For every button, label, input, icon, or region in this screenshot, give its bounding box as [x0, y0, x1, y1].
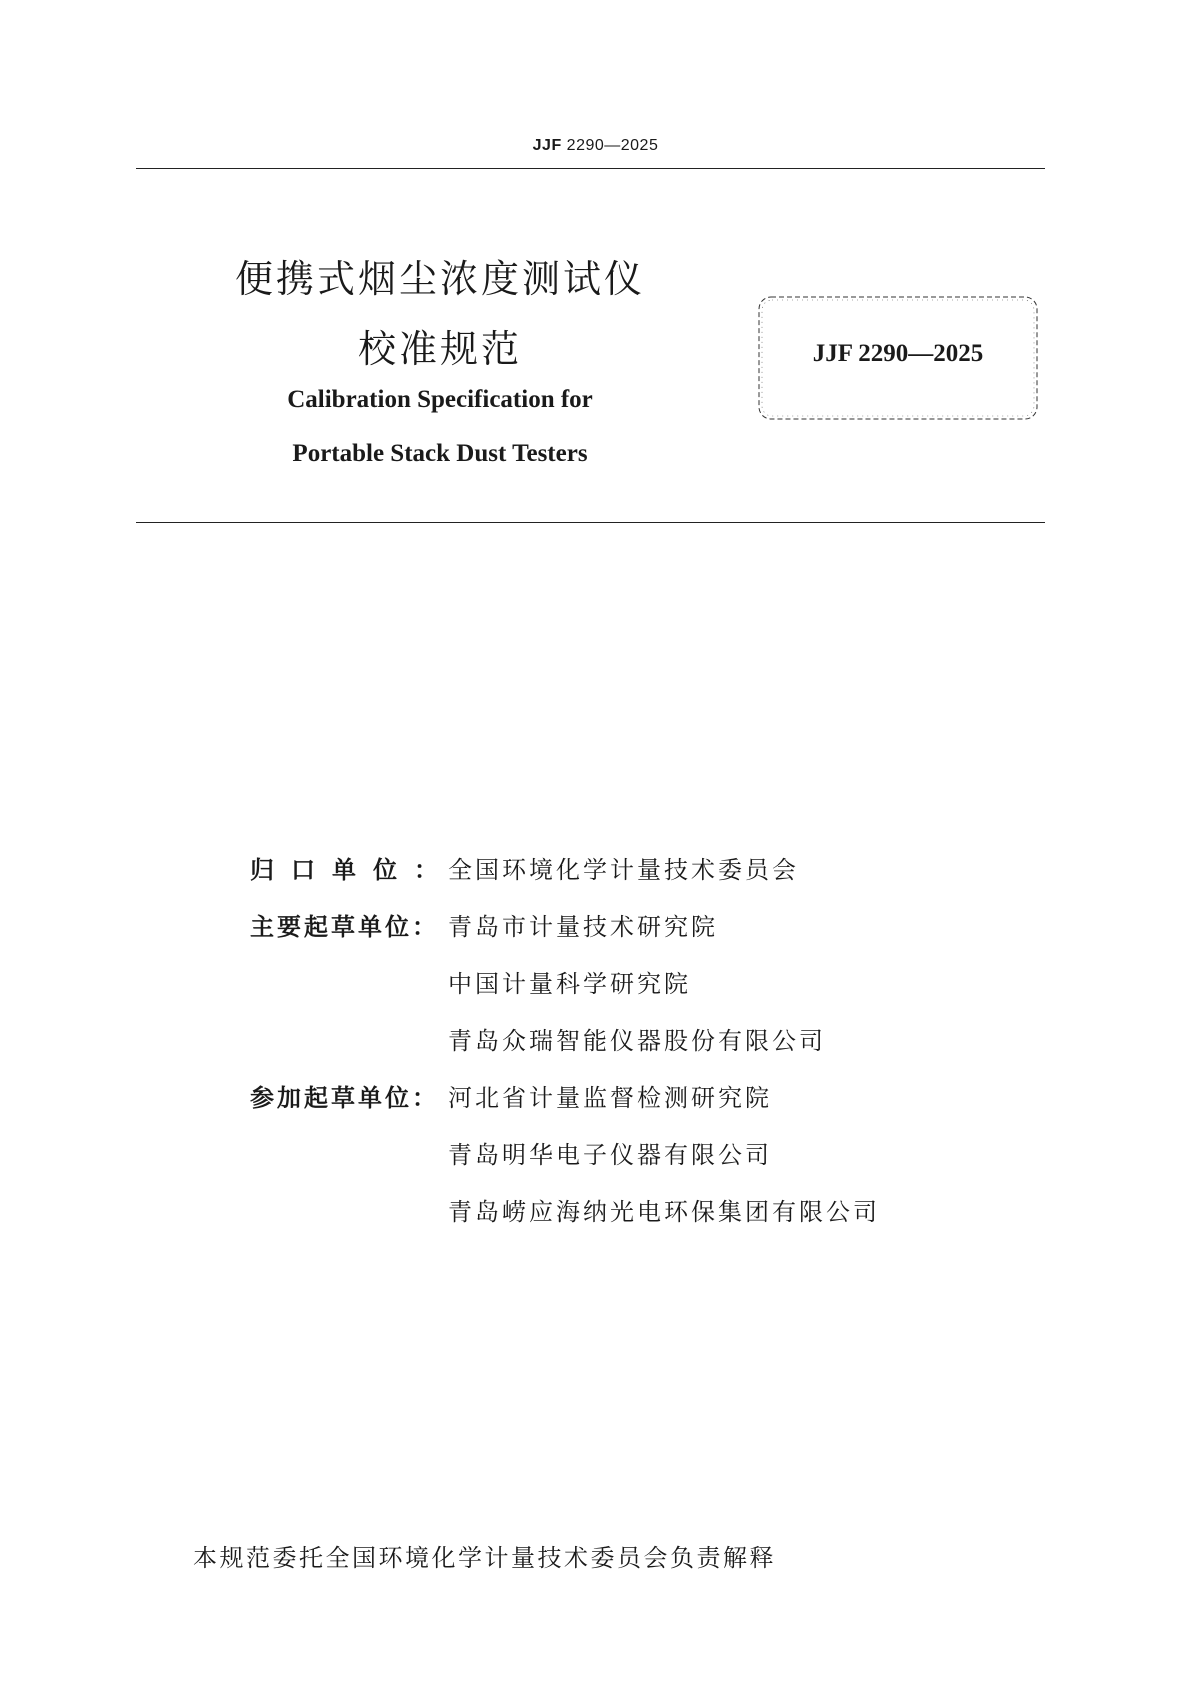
- title-cn-line1: 便携式烟尘浓度测试仪: [234, 257, 645, 301]
- centralized-unit-row: [250, 850, 1050, 907]
- header-rule: [136, 168, 1045, 169]
- title-rule: [136, 522, 1045, 523]
- participating-drafting-row: [250, 1192, 1050, 1249]
- header-code-number: 2290—2025: [561, 137, 659, 154]
- main-drafting-value: 中国计量科学研究院: [448, 970, 691, 998]
- main-drafting-row: [250, 964, 1050, 1021]
- main-drafting-row: [250, 907, 1050, 964]
- main-drafting-row: [250, 1021, 1050, 1078]
- centralized-unit-label: 归口单位：: [250, 856, 455, 884]
- main-drafting-value: 青岛众瑞智能仪器股份有限公司: [448, 1027, 826, 1055]
- participating-drafting-value: 河北省计量监督检测研究院: [448, 1084, 772, 1112]
- main-drafting-value: 青岛市计量技术研究院: [448, 913, 718, 941]
- centralized-unit-value: 全国环境化学计量技术委员会: [448, 856, 799, 884]
- drafting-units: [250, 850, 1050, 1249]
- participating-drafting-value: 青岛崂应海纳光电环保集团有限公司: [448, 1198, 880, 1226]
- title-en-line2: Portable Stack Dust Testers: [292, 440, 588, 467]
- code-box: [756, 294, 1040, 422]
- running-header: [0, 137, 1191, 155]
- header-code-prefix: JJF: [532, 137, 562, 154]
- code-box-text: JJF 2290—2025: [812, 340, 984, 367]
- participating-drafting-row: [250, 1078, 1050, 1135]
- participating-drafting-label: 参加起草单位：: [250, 1084, 439, 1112]
- title-cn-line2: 校准规范: [357, 327, 522, 371]
- interpretation-note: 本规范委托全国环境化学计量技术委员会负责解释: [193, 1544, 776, 1572]
- participating-drafting-value: 青岛明华电子仪器有限公司: [448, 1141, 772, 1169]
- participating-drafting-row: [250, 1135, 1050, 1192]
- title-en-line1: Calibration Specification for: [287, 386, 593, 413]
- main-drafting-label: 主要起草单位：: [250, 913, 439, 941]
